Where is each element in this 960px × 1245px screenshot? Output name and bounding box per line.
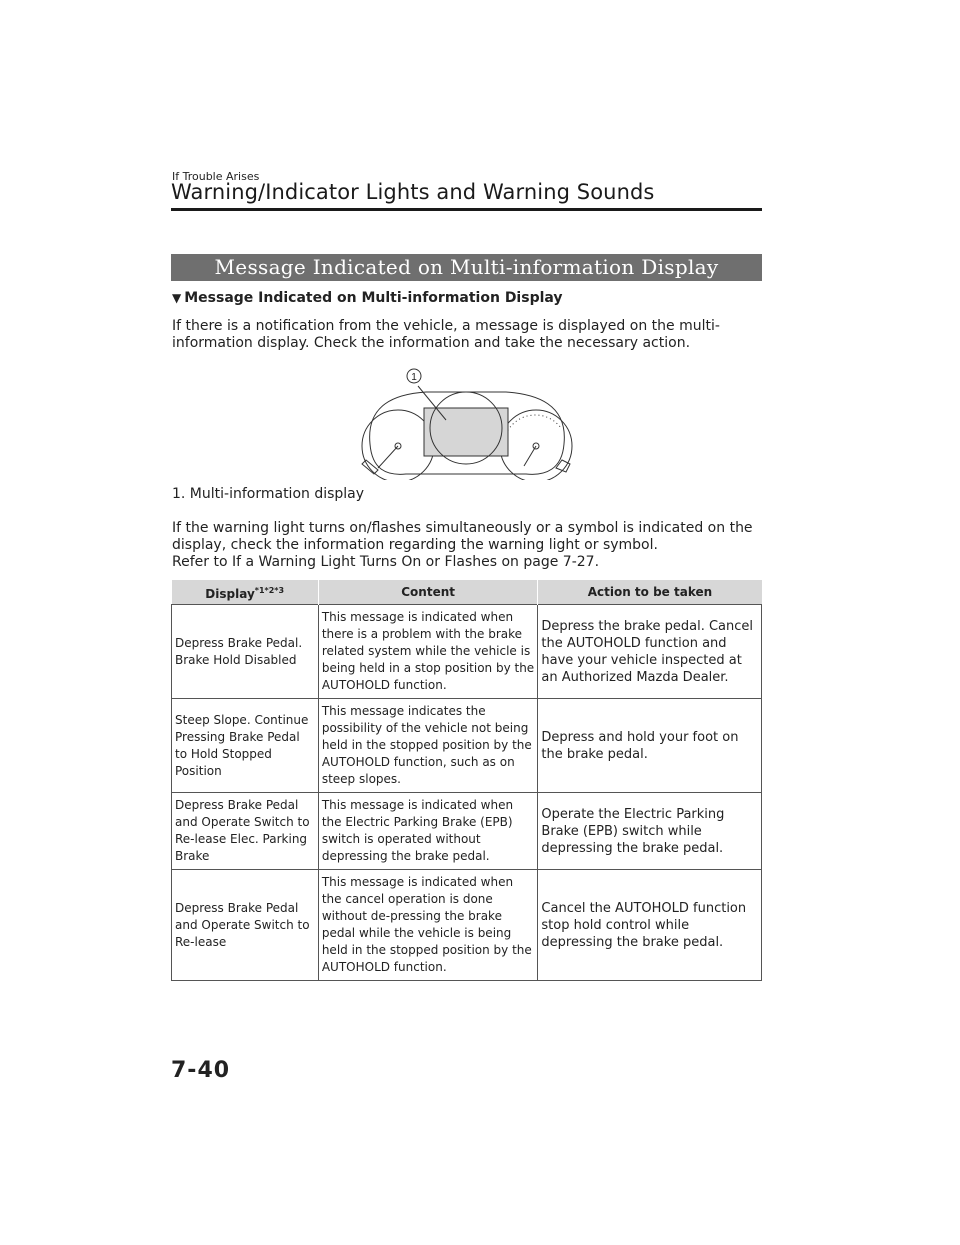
subheading: [172, 290, 563, 306]
cell-display: Depress Brake Pedal. Brake Hold Disabled: [172, 605, 319, 699]
header-display: Display$^{*1*2*3}$: [172, 580, 319, 605]
triangle-down-icon: ▼: [172, 291, 182, 305]
table-row: [172, 605, 762, 699]
header-action: Action to be taken: [538, 580, 762, 605]
table-row: [172, 870, 762, 981]
header-content: Content: [318, 580, 538, 605]
intro-paragraph: If there is a notification from the vehicle, a message is displayed on the multi-information display. Check the information and take the necessary action.: [172, 318, 720, 351]
cell-content: This message is indicated when the cancel operation is done without de-pressing the brake pedal while the vehicle is being held in the stopped position by the AUTOHOLD function.: [318, 870, 538, 981]
header-display-footnote: *1*2*3: [254, 585, 285, 595]
table-header-row: [172, 580, 762, 605]
callout-number: 1: [411, 372, 417, 383]
figure-caption: 1. Multi-information display: [172, 486, 365, 502]
cell-display: Steep Slope. Continue Pressing Brake Pedal to Hold Stopped Position: [172, 699, 319, 793]
instrument-cluster-figure: [356, 364, 576, 480]
page-title: Warning/Indicator Lights and Warning Sounds: [171, 180, 655, 204]
cell-display: Depress Brake Pedal and Operate Switch to Re-lease Elec. Parking Brake: [172, 793, 319, 870]
table-row: [172, 699, 762, 793]
note-line: display, check the information regarding the warning light or symbol.: [172, 537, 658, 553]
cell-action: Cancel the AUTOHOLD function stop hold control while depressing the brake pedal.: [538, 870, 762, 981]
section-banner: Message Indicated on Multi-information Display: [171, 254, 762, 281]
subheading-text: Message Indicated on Multi-information Display: [184, 290, 563, 306]
cell-display: Depress Brake Pedal and Operate Switch to Re-lease: [172, 870, 319, 981]
note-line: Refer to If a Warning Light Turns On or Flashes on page 7-27.: [172, 554, 600, 570]
message-table: [171, 580, 762, 981]
cell-content: This message is indicated when there is a problem with the brake related system while the vehicle is being held in a stop position by the AUTOHOLD function.: [318, 605, 538, 699]
cell-content: This message is indicated when the Electric Parking Brake (EPB) switch is operated without depressing the brake pedal.: [318, 793, 538, 870]
cell-action: Depress and hold your foot on the brake pedal.: [538, 699, 762, 793]
table-row: [172, 793, 762, 870]
cell-content: This message indicates the possibility of the vehicle not being held in the stopped position by the AUTOHOLD function, such as on steep slopes.: [318, 699, 538, 793]
title-underline: [171, 208, 762, 211]
chapter-label: If Trouble Arises: [172, 170, 260, 183]
cell-action: Depress the brake pedal. Cancel the AUTOHOLD function and have your vehicle inspected at an Authorized Mazda Dealer.: [538, 605, 762, 699]
cell-action: Operate the Electric Parking Brake (EPB) switch while depressing the brake pedal.: [538, 793, 762, 870]
page-number: 7-40: [171, 1058, 231, 1083]
note-paragraph: [172, 520, 772, 571]
note-line: If the warning light turns on/flashes simultaneously or a symbol is indicated on the: [172, 520, 753, 536]
